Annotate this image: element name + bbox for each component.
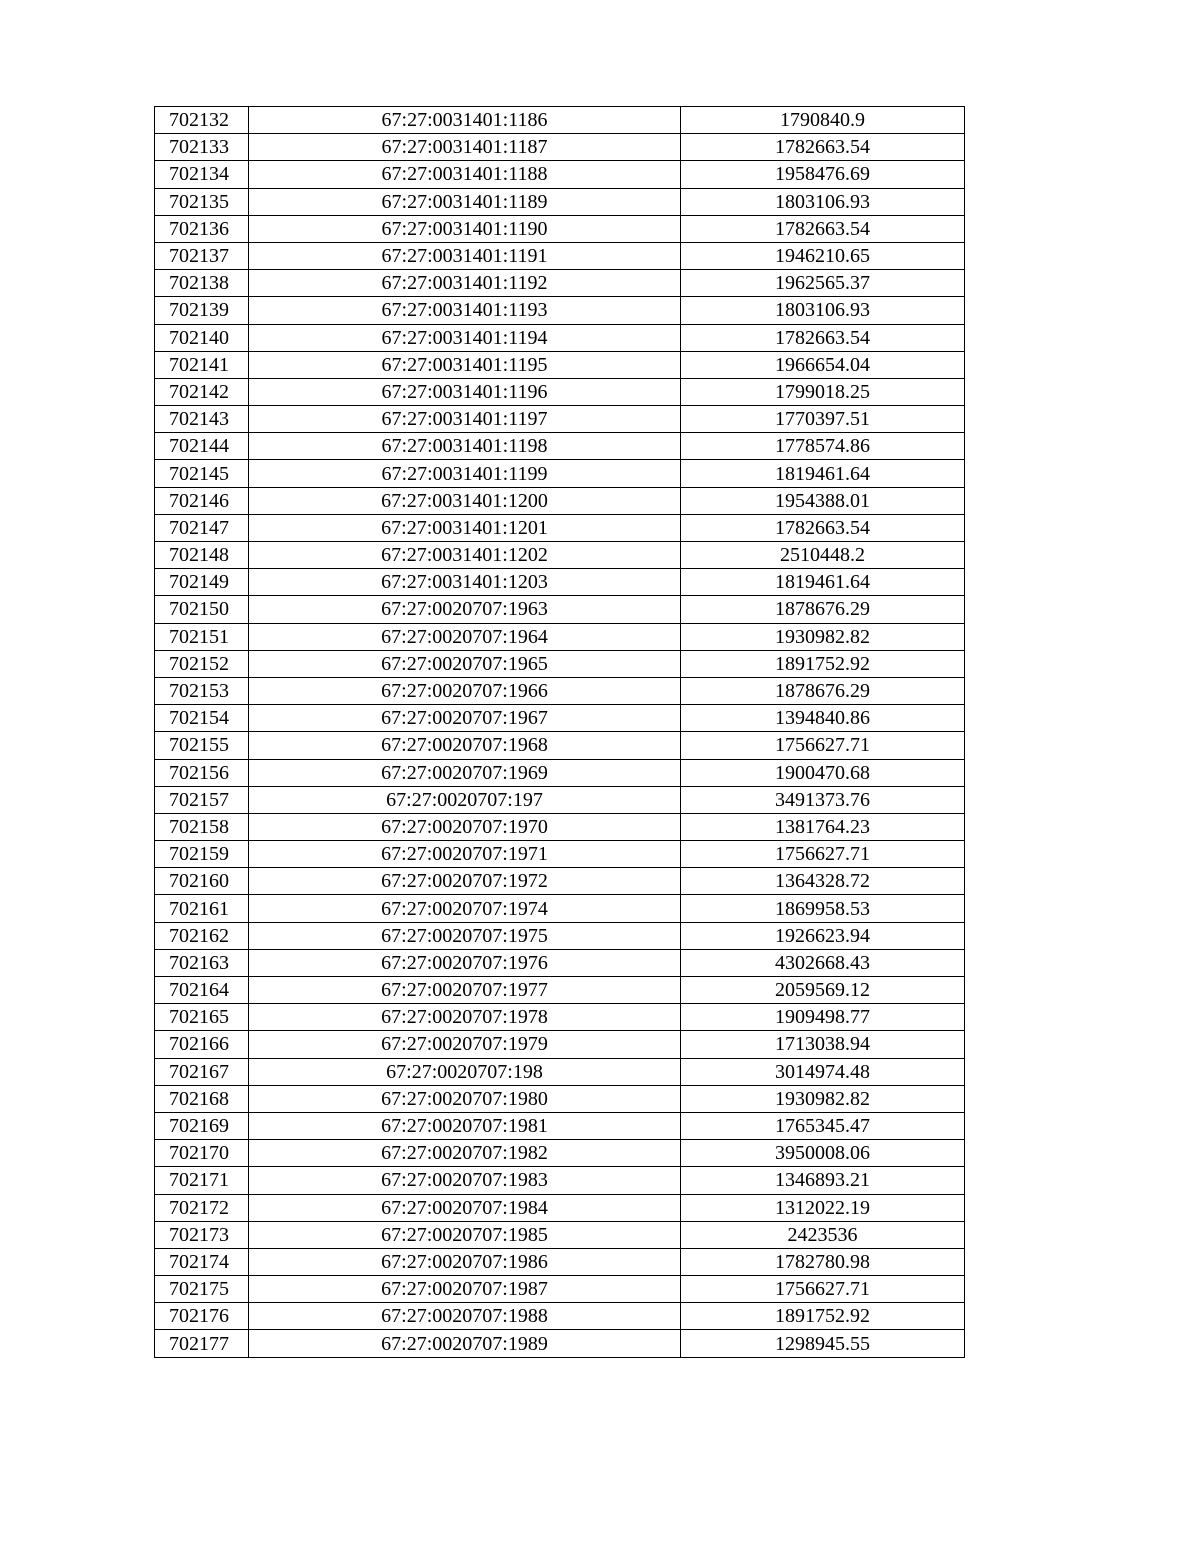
value-cell: 1713038.94 <box>681 1031 965 1058</box>
row-number-cell: 702149 <box>155 569 249 596</box>
value-cell: 3491373.76 <box>681 786 965 813</box>
table-row <box>155 868 965 895</box>
row-number-cell: 702175 <box>155 1276 249 1303</box>
row-number-cell: 702144 <box>155 433 249 460</box>
value-cell: 3014974.48 <box>681 1058 965 1085</box>
row-number-cell: 702167 <box>155 1058 249 1085</box>
value-cell: 1782663.54 <box>681 324 965 351</box>
row-number-cell: 702143 <box>155 406 249 433</box>
cadastral-number-cell: 67:27:0031401:1196 <box>249 378 681 405</box>
cadastral-number-cell: 67:27:0020707:1980 <box>249 1085 681 1112</box>
row-number-cell: 702177 <box>155 1330 249 1357</box>
row-number-cell: 702155 <box>155 732 249 759</box>
table-row <box>155 433 965 460</box>
table-row <box>155 1085 965 1112</box>
row-number-cell: 702152 <box>155 650 249 677</box>
cadastral-number-cell: 67:27:0031401:1190 <box>249 215 681 242</box>
cadastral-number-cell: 67:27:0020707:1975 <box>249 922 681 949</box>
row-number-cell: 702145 <box>155 460 249 487</box>
row-number-cell: 702157 <box>155 786 249 813</box>
table-row <box>155 732 965 759</box>
value-cell: 1298945.55 <box>681 1330 965 1357</box>
value-cell: 1869958.53 <box>681 895 965 922</box>
value-cell: 1756627.71 <box>681 1276 965 1303</box>
row-number-cell: 702153 <box>155 677 249 704</box>
row-number-cell: 702172 <box>155 1194 249 1221</box>
cadastral-number-cell: 67:27:0020707:1970 <box>249 813 681 840</box>
table-row <box>155 786 965 813</box>
row-number-cell: 702159 <box>155 841 249 868</box>
table-row <box>155 297 965 324</box>
value-cell: 1954388.01 <box>681 487 965 514</box>
table-row <box>155 841 965 868</box>
table-row <box>155 895 965 922</box>
row-number-cell: 702142 <box>155 378 249 405</box>
cadastral-number-cell: 67:27:0031401:1188 <box>249 161 681 188</box>
cadastral-number-cell: 67:27:0020707:1988 <box>249 1303 681 1330</box>
table-row <box>155 460 965 487</box>
value-cell: 1946210.65 <box>681 242 965 269</box>
table-row <box>155 1221 965 1248</box>
row-number-cell: 702170 <box>155 1140 249 1167</box>
table-row <box>155 487 965 514</box>
table-row <box>155 977 965 1004</box>
value-cell: 1966654.04 <box>681 351 965 378</box>
table-row <box>155 215 965 242</box>
row-number-cell: 702151 <box>155 623 249 650</box>
row-number-cell: 702148 <box>155 542 249 569</box>
value-cell: 1381764.23 <box>681 813 965 840</box>
cadastral-number-cell: 67:27:0031401:1197 <box>249 406 681 433</box>
cadastral-number-cell: 67:27:0020707:1977 <box>249 977 681 1004</box>
table-row <box>155 650 965 677</box>
value-cell: 1803106.93 <box>681 188 965 215</box>
value-cell: 1765345.47 <box>681 1112 965 1139</box>
value-cell: 1900470.68 <box>681 759 965 786</box>
row-number-cell: 702141 <box>155 351 249 378</box>
table-row <box>155 1058 965 1085</box>
cadastral-number-cell: 67:27:0020707:1963 <box>249 596 681 623</box>
row-number-cell: 702174 <box>155 1248 249 1275</box>
table-row <box>155 107 965 134</box>
row-number-cell: 702176 <box>155 1303 249 1330</box>
table-row <box>155 1303 965 1330</box>
cadastral-number-cell: 67:27:0031401:1203 <box>249 569 681 596</box>
cadastral-number-cell: 67:27:0031401:1189 <box>249 188 681 215</box>
table-row <box>155 1194 965 1221</box>
cadastral-number-cell: 67:27:0031401:1199 <box>249 460 681 487</box>
row-number-cell: 702163 <box>155 949 249 976</box>
cadastral-number-cell: 67:27:0020707:1978 <box>249 1004 681 1031</box>
value-cell: 1394840.86 <box>681 705 965 732</box>
value-cell: 1782780.98 <box>681 1248 965 1275</box>
cadastral-number-cell: 67:27:0020707:1983 <box>249 1167 681 1194</box>
cadastral-number-cell: 67:27:0031401:1186 <box>249 107 681 134</box>
value-cell: 1878676.29 <box>681 596 965 623</box>
cadastral-number-cell: 67:27:0020707:1982 <box>249 1140 681 1167</box>
table-row <box>155 677 965 704</box>
row-number-cell: 702154 <box>155 705 249 732</box>
cadastral-number-cell: 67:27:0031401:1194 <box>249 324 681 351</box>
value-cell: 2059569.12 <box>681 977 965 1004</box>
cadastral-number-cell: 67:27:0020707:1987 <box>249 1276 681 1303</box>
row-number-cell: 702165 <box>155 1004 249 1031</box>
value-cell: 1770397.51 <box>681 406 965 433</box>
table-row <box>155 813 965 840</box>
row-number-cell: 702134 <box>155 161 249 188</box>
row-number-cell: 702140 <box>155 324 249 351</box>
row-number-cell: 702169 <box>155 1112 249 1139</box>
value-cell: 1782663.54 <box>681 134 965 161</box>
value-cell: 1909498.77 <box>681 1004 965 1031</box>
table-row <box>155 1330 965 1357</box>
cadastral-number-cell: 67:27:0020707:1989 <box>249 1330 681 1357</box>
cadastral-number-cell: 67:27:0020707:1976 <box>249 949 681 976</box>
value-cell: 1930982.82 <box>681 623 965 650</box>
value-cell: 3950008.06 <box>681 1140 965 1167</box>
table-row <box>155 1167 965 1194</box>
table-row <box>155 134 965 161</box>
table-row <box>155 1031 965 1058</box>
row-number-cell: 702147 <box>155 514 249 541</box>
row-number-cell: 702136 <box>155 215 249 242</box>
table-row <box>155 270 965 297</box>
value-cell: 4302668.43 <box>681 949 965 976</box>
table-row <box>155 623 965 650</box>
value-cell: 1778574.86 <box>681 433 965 460</box>
value-cell: 1819461.64 <box>681 460 965 487</box>
table-row <box>155 759 965 786</box>
value-cell: 1926623.94 <box>681 922 965 949</box>
cadastral-number-cell: 67:27:0020707:1969 <box>249 759 681 786</box>
cadastral-number-cell: 67:27:0031401:1193 <box>249 297 681 324</box>
cadastral-number-cell: 67:27:0020707:1968 <box>249 732 681 759</box>
row-number-cell: 702138 <box>155 270 249 297</box>
row-number-cell: 702166 <box>155 1031 249 1058</box>
value-cell: 1803106.93 <box>681 297 965 324</box>
value-cell: 2510448.2 <box>681 542 965 569</box>
cadastral-number-cell: 67:27:0020707:1966 <box>249 677 681 704</box>
row-number-cell: 702132 <box>155 107 249 134</box>
table-row <box>155 406 965 433</box>
cadastral-number-cell: 67:27:0020707:1981 <box>249 1112 681 1139</box>
row-number-cell: 702164 <box>155 977 249 1004</box>
cadastral-number-cell: 67:27:0020707:1986 <box>249 1248 681 1275</box>
row-number-cell: 702160 <box>155 868 249 895</box>
value-cell: 2423536 <box>681 1221 965 1248</box>
table-row <box>155 1004 965 1031</box>
cadastral-number-cell: 67:27:0020707:1964 <box>249 623 681 650</box>
value-cell: 1782663.54 <box>681 215 965 242</box>
table-row <box>155 324 965 351</box>
value-cell: 1782663.54 <box>681 514 965 541</box>
cadastral-number-cell: 67:27:0020707:1965 <box>249 650 681 677</box>
value-cell: 1799018.25 <box>681 378 965 405</box>
row-number-cell: 702162 <box>155 922 249 949</box>
cadastral-number-cell: 67:27:0031401:1198 <box>249 433 681 460</box>
cadastral-number-cell: 67:27:0020707:1984 <box>249 1194 681 1221</box>
cadastral-number-cell: 67:27:0031401:1201 <box>249 514 681 541</box>
value-cell: 1891752.92 <box>681 1303 965 1330</box>
value-cell: 1891752.92 <box>681 650 965 677</box>
value-cell: 1364328.72 <box>681 868 965 895</box>
cadastral-number-cell: 67:27:0020707:1979 <box>249 1031 681 1058</box>
value-cell: 1962565.37 <box>681 270 965 297</box>
row-number-cell: 702161 <box>155 895 249 922</box>
row-number-cell: 702168 <box>155 1085 249 1112</box>
row-number-cell: 702158 <box>155 813 249 840</box>
table-row <box>155 1276 965 1303</box>
value-cell: 1790840.9 <box>681 107 965 134</box>
table-row <box>155 922 965 949</box>
data-table <box>154 106 965 1358</box>
table-row <box>155 1248 965 1275</box>
row-number-cell: 702137 <box>155 242 249 269</box>
value-cell: 1819461.64 <box>681 569 965 596</box>
cadastral-number-cell: 67:27:0031401:1195 <box>249 351 681 378</box>
table-row <box>155 569 965 596</box>
cadastral-number-cell: 67:27:0031401:1202 <box>249 542 681 569</box>
cadastral-number-cell: 67:27:0020707:1985 <box>249 1221 681 1248</box>
cadastral-number-cell: 67:27:0020707:197 <box>249 786 681 813</box>
row-number-cell: 702156 <box>155 759 249 786</box>
table-row <box>155 1140 965 1167</box>
value-cell: 1958476.69 <box>681 161 965 188</box>
table-row <box>155 514 965 541</box>
table-row <box>155 188 965 215</box>
cadastral-number-cell: 67:27:0031401:1200 <box>249 487 681 514</box>
cadastral-number-cell: 67:27:0031401:1191 <box>249 242 681 269</box>
table-row <box>155 161 965 188</box>
table-row <box>155 705 965 732</box>
value-cell: 1878676.29 <box>681 677 965 704</box>
table-row <box>155 378 965 405</box>
row-number-cell: 702171 <box>155 1167 249 1194</box>
cadastral-number-cell: 67:27:0020707:198 <box>249 1058 681 1085</box>
value-cell: 1930982.82 <box>681 1085 965 1112</box>
row-number-cell: 702173 <box>155 1221 249 1248</box>
row-number-cell: 702139 <box>155 297 249 324</box>
table-row <box>155 542 965 569</box>
cadastral-number-cell: 67:27:0020707:1972 <box>249 868 681 895</box>
row-number-cell: 702133 <box>155 134 249 161</box>
table-row <box>155 242 965 269</box>
cadastral-number-cell: 67:27:0020707:1967 <box>249 705 681 732</box>
value-cell: 1346893.21 <box>681 1167 965 1194</box>
row-number-cell: 702146 <box>155 487 249 514</box>
row-number-cell: 702135 <box>155 188 249 215</box>
cadastral-number-cell: 67:27:0020707:1974 <box>249 895 681 922</box>
value-cell: 1756627.71 <box>681 841 965 868</box>
row-number-cell: 702150 <box>155 596 249 623</box>
cadastral-number-cell: 67:27:0020707:1971 <box>249 841 681 868</box>
table-body <box>155 107 965 1358</box>
table-row <box>155 596 965 623</box>
table-row <box>155 949 965 976</box>
table-row <box>155 351 965 378</box>
value-cell: 1756627.71 <box>681 732 965 759</box>
cadastral-number-cell: 67:27:0031401:1192 <box>249 270 681 297</box>
table-row <box>155 1112 965 1139</box>
value-cell: 1312022.19 <box>681 1194 965 1221</box>
cadastral-number-cell: 67:27:0031401:1187 <box>249 134 681 161</box>
